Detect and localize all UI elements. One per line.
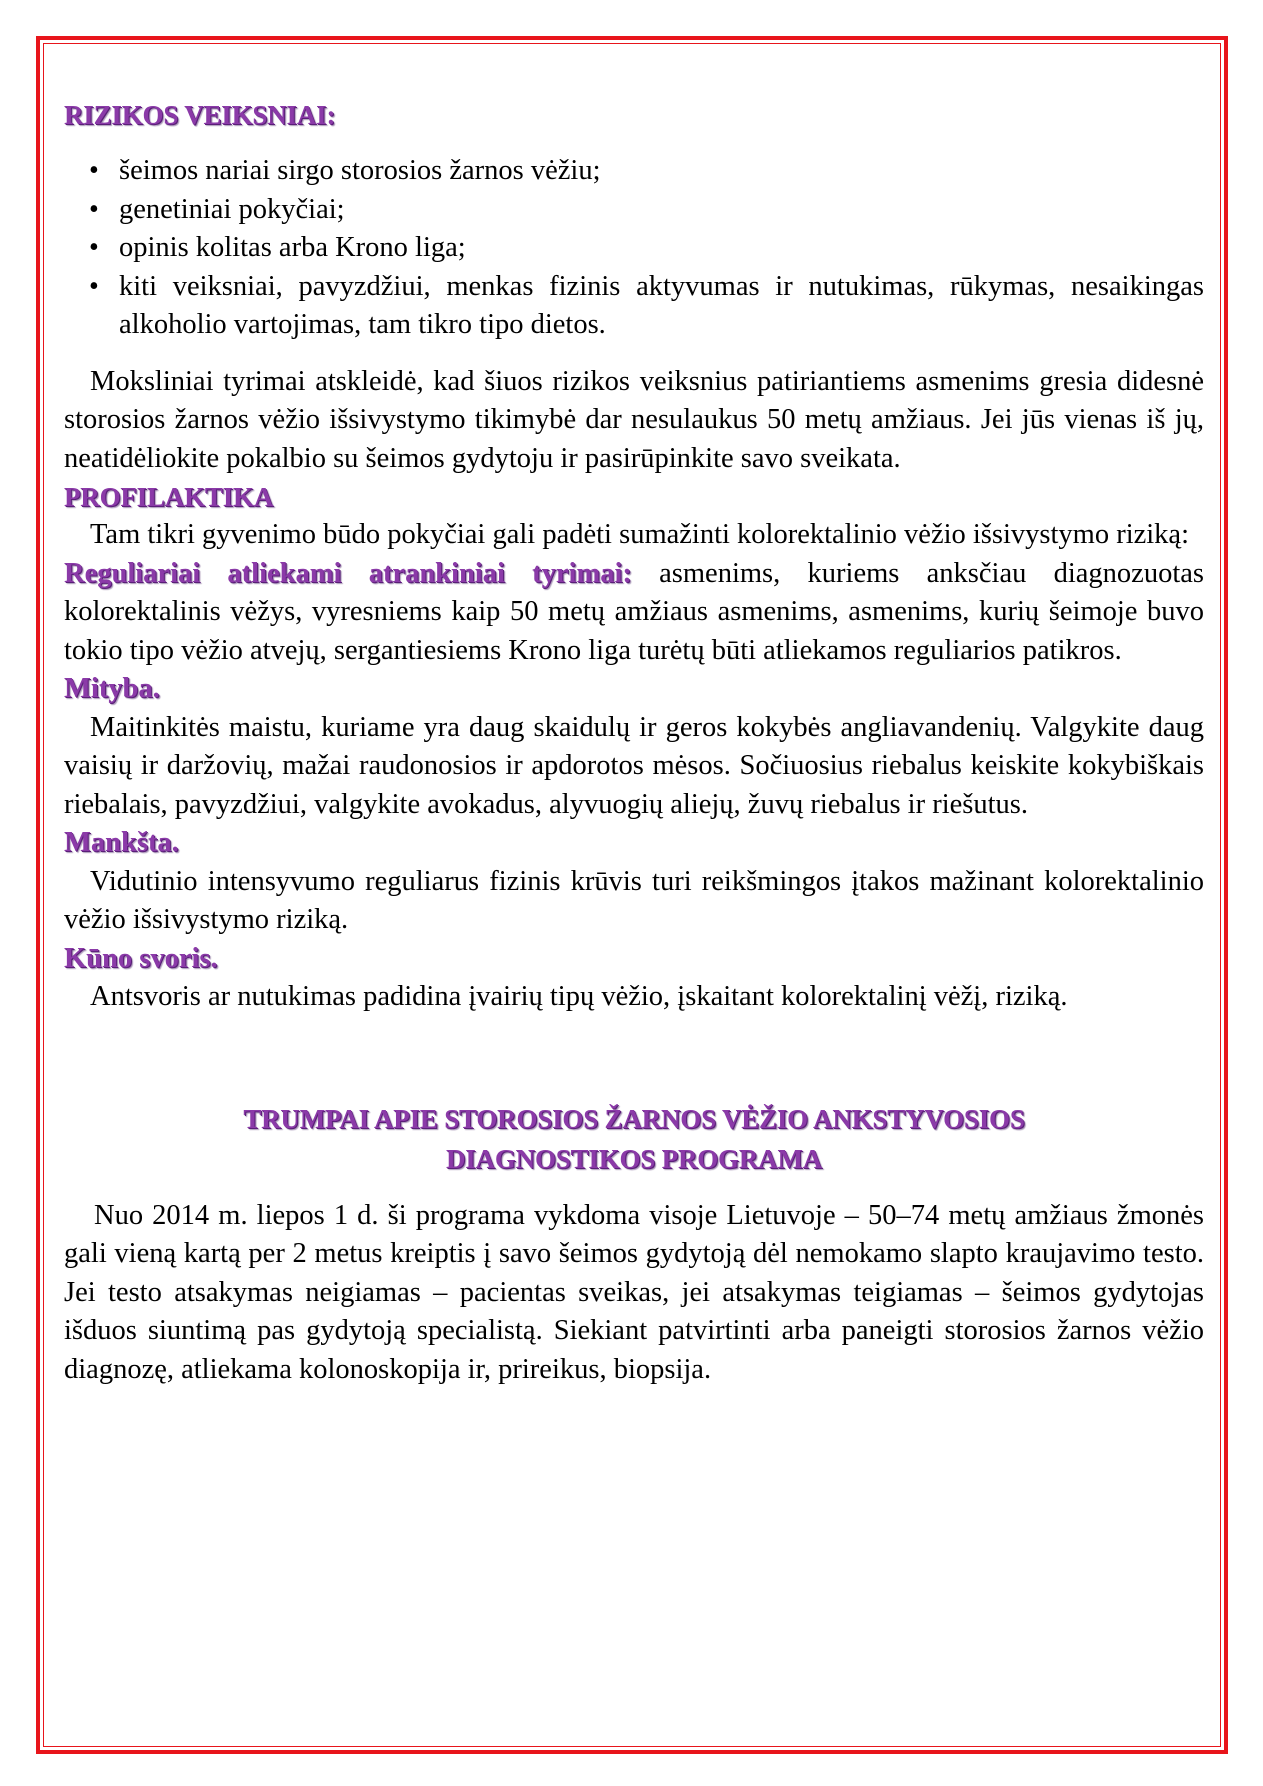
nutrition-paragraph: Maitinkitės maistu, kuriame yra daug skaidulų ir geros kokybės angliavandenių. Valgykite daug vaisių ir daržovių, mažai raudonosios ir apdorotos mėsos. Sočiuosius riebalus keiskite kokybiškais riebalais, pavyzdžiui, valgykite avokadus, alyvuogių aliejų, žuvų riebalus ir riešutus. [64, 711, 1204, 820]
screening-text: asmenims, kuriems anksčiau diagnozuotas kolorektalinis vėžys, vyresniems kaip 50 metų amžiaus asmenims, asmenims, kurių šeimoje buvo tokio tipo vėžio atvejų, sergantiesiems Krono liga turėtų būti atliekamos reguliarios patikros. [64, 557, 1204, 666]
list-item: • genetiniai pokyčiai; [64, 191, 1204, 230]
exercise-heading: Mankšta. [64, 827, 179, 858]
document-content [64, 96, 1204, 1389]
prevention-intro: Tam tikri gyvenimo būdo pokyčiai gali padėti sumažinti kolorektalinio vėžio išsivystymo riziką: [90, 519, 1190, 550]
list-item: • šeimos nariai sirgo storosios žarnos vėžiu; [64, 152, 1204, 191]
risk-factors-heading: RIZIKOS VEIKSNIAI: [64, 100, 336, 130]
exercise-paragraph: Vidutinio intensyvumo reguliarus fizinis krūvis turi reikšmingos įtakos mažinant kolorektalinio vėžio išsivystymo riziką. [64, 865, 1204, 935]
program-heading [64, 1099, 1204, 1179]
list-item: • kiti veiksniai, pavyzdžiui, menkas fizinis aktyvumas ir nutukimas, rūkymas, nesaikingas alkoholio vartojimas, tam tikro tipo dietos. [64, 268, 1204, 345]
screening-paragraph [64, 555, 1204, 671]
risk-factors-list [64, 152, 1204, 345]
program-heading-line1: TRUMPAI APIE STOROSIOS ŽARNOS VĖŽIO ANKSTYVOSIOS [243, 1103, 1025, 1134]
program-paragraph: Nuo 2014 m. liepos 1 d. ši programa vykdoma visoje Lietuvoje – 50–74 metų amžiaus žmonės gali vieną kartą per 2 metus kreiptis į savo šeimos gydytoją dėl nemokamo slapto kraujavimo testo. Jei testo atsakymas neigiamas – pacientas sveikas, jei atsakymas teigiamas – šeimos gydytojas išduos siuntimą pas gydytoją specialistą. Siekiant patvirtinti arba paneigti storosios žarnos vėžio diagnozę, atliekama kolonoskopija ir, prireikus, biopsija. [64, 1199, 1204, 1385]
prevention-heading: PROFILAKTIKA [64, 482, 274, 512]
weight-heading: Kūno svoris. [64, 942, 218, 974]
nutrition-heading: Mityba. [64, 673, 160, 704]
risk-paragraph: Moksliniai tyrimai atskleidė, kad šiuos rizikos veiksnius patiriantiems asmenims gresia didesnė storosios žarnos vėžio išsivystymo tikimybė dar nesulaukus 50 metų amžiaus. Jei jūs vienas iš jų, neatidėliokite pokalbio su šeimos gydytoju ir pasirūpinkite savo sveikata. [64, 365, 1204, 474]
list-item: • opinis kolitas arba Krono liga; [64, 229, 1204, 268]
program-heading-line2: DIAGNOSTIKOS PROGRAMA [445, 1143, 823, 1174]
screening-label: Reguliariai atliekami atrankiniai tyrimai: [64, 557, 632, 589]
weight-paragraph: Antsvoris ar nutukimas padidina įvairių tipų vėžio, įskaitant kolorektalinį vėžį, riziką. [90, 981, 1068, 1012]
